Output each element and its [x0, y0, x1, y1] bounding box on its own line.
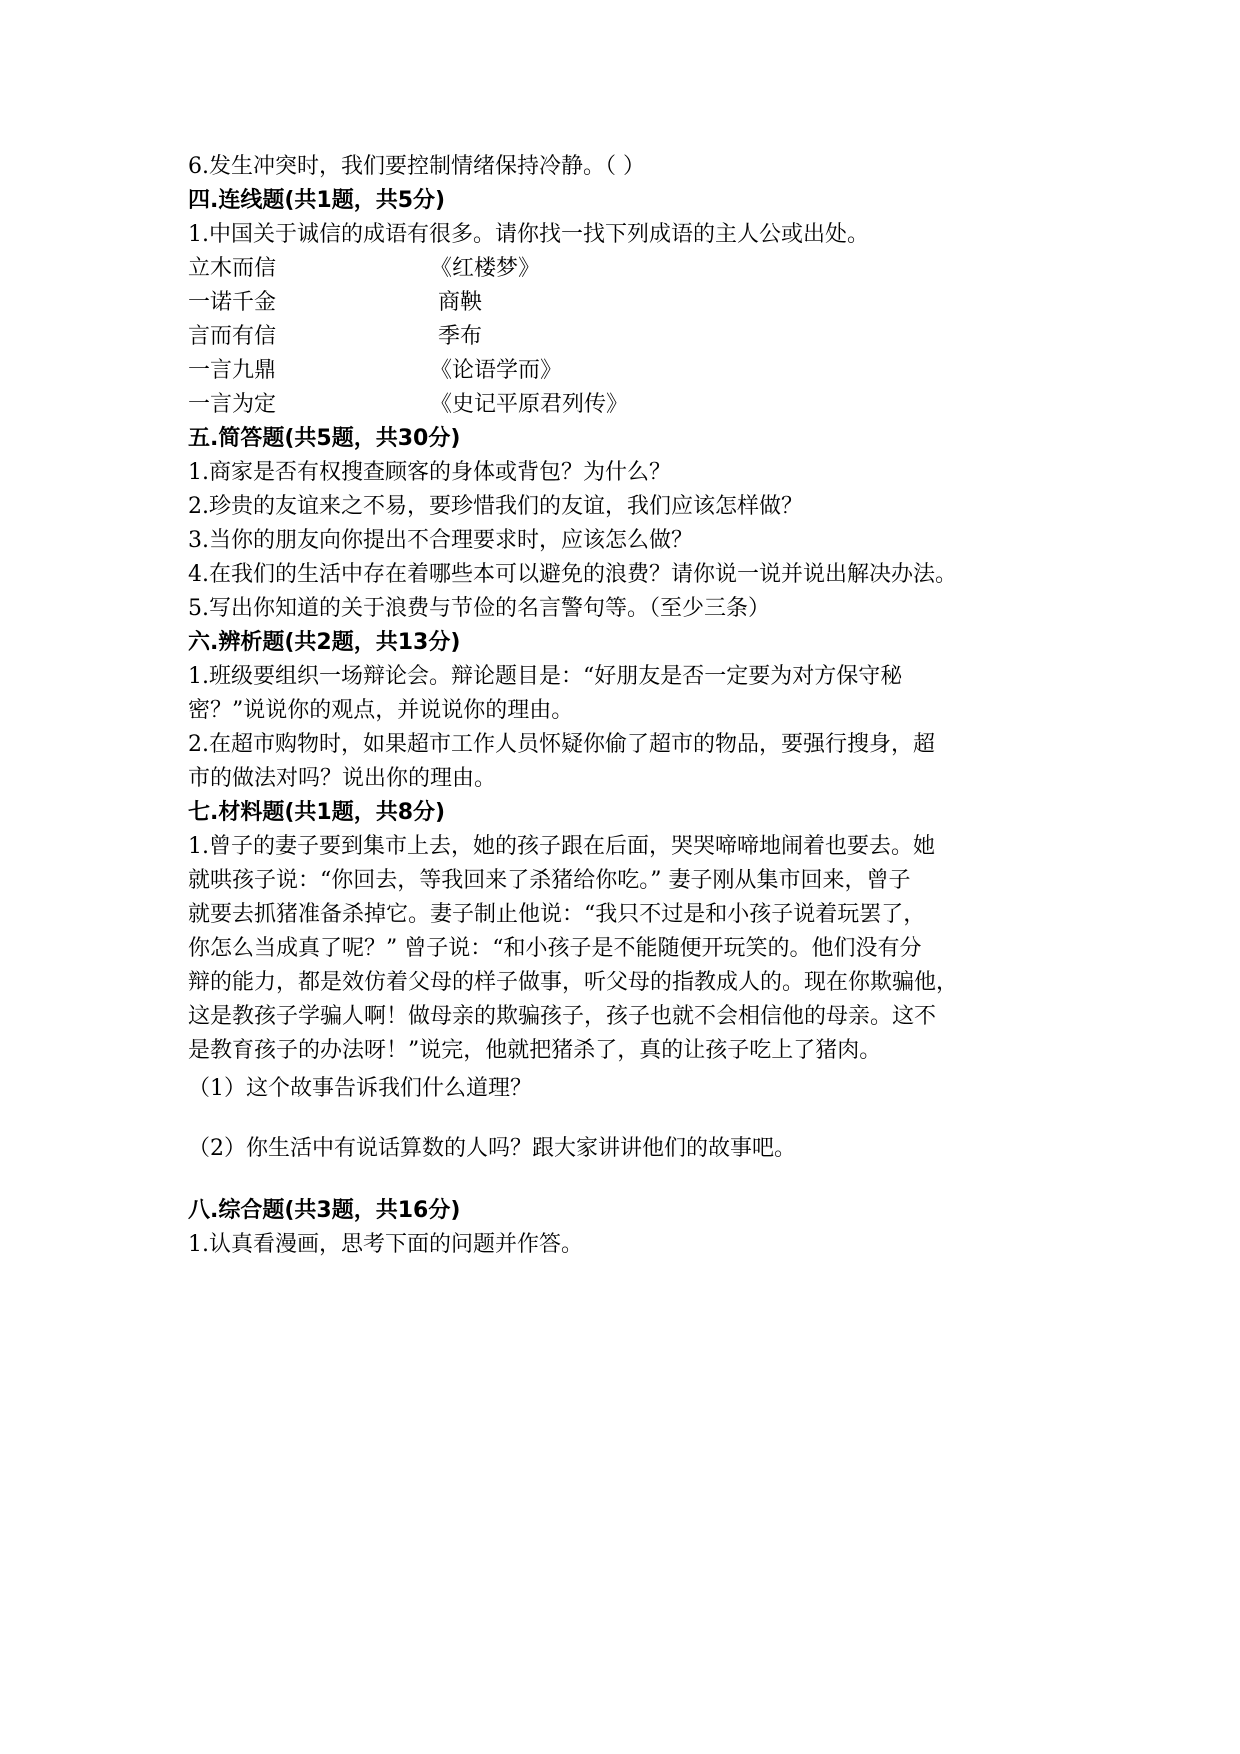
source-5: 《史记平原君列传》: [430, 392, 629, 417]
section-4-heading: 四.连线题(共1题，共5分): [188, 188, 446, 213]
section-6-line-1: 1.班级要组织一场辩论会。辩论题目是：“好朋友是否一定要为对方保守秘: [188, 664, 903, 689]
section-5-question-4: 4.在我们的生活中存在着哪些本可以避免的浪费？请你说一说并说出解决办法。: [188, 562, 957, 587]
idiom-4: 一言九鼎: [188, 358, 277, 383]
section-5-question-2: 2.珍贵的友谊来之不易，要珍惜我们的友谊，我们应该怎样做？: [188, 494, 803, 519]
section-6-line-2: 密？”说说你的观点，并说说你的理由。: [188, 698, 574, 723]
source-4: 《论语学而》: [430, 358, 563, 383]
section-7-line-4: 你怎么当成真了呢？” 曾子说：“和小孩子是不能随便开玩笑的。他们没有分: [188, 936, 922, 961]
section-6-line-4: 市的做法对吗？说出你的理由。: [188, 766, 497, 791]
section-7-line-2: 就哄孩子说：“你回去，等我回来了杀猪给你吃。” 妻子刚从集市回来，曾子: [188, 868, 911, 893]
section-5-heading: 五.简答题(共5题，共30分): [188, 426, 461, 451]
source-2: 商鞅: [438, 290, 483, 315]
idiom-3: 言而有信: [188, 324, 277, 349]
section-7-line-3: 就要去抓猪准备杀掉它。妻子制止他说：“我只不过是和小孩子说着玩罢了，: [188, 902, 926, 927]
section-7-line-1: 1.曾子的妻子要到集市上去，她的孩子跟在后面，哭哭啼啼地闹着也要去。她: [188, 834, 935, 859]
section-4-question-1: 1.中国关于诚信的成语有很多。请你找一找下列成语的主人公或出处。: [188, 222, 869, 247]
section-7-line-5: 辩的能力，都是效仿着父母的样子做事，听父母的指教成人的。现在你欺骗他，: [188, 970, 959, 995]
idiom-1: 立木而信: [188, 256, 277, 281]
section-7-line-6: 这是教孩子学骗人啊！做母亲的欺骗孩子，孩子也就不会相信他的母亲。这不: [188, 1004, 937, 1029]
section-8-heading: 八.综合题(共3题，共16分): [188, 1198, 461, 1223]
section-8-question-1: 1.认真看漫画，思考下面的问题并作答。: [188, 1232, 583, 1257]
section-7-subquestion-2: （2）你生活中有说话算数的人吗？跟大家讲讲他们的故事吧。: [188, 1136, 796, 1161]
question-6-true-false: 6.发生冲突时，我们要控制情绪保持冷静。（ ）: [188, 154, 645, 179]
idiom-2: 一诺千金: [188, 290, 277, 315]
section-5-question-3: 3.当你的朋友向你提出不合理要求时，应该怎么做？: [188, 528, 693, 553]
section-7-subquestion-1: （1）这个故事告诉我们什么道理？: [188, 1076, 532, 1101]
idiom-5: 一言为定: [188, 392, 277, 417]
section-5-question-5: 5.写出你知道的关于浪费与节俭的名言警句等。（至少三条）: [188, 596, 770, 621]
section-5-question-1: 1.商家是否有权搜查顾客的身体或背包？为什么？: [188, 460, 671, 485]
source-1: 《红楼梦》: [430, 256, 541, 281]
section-7-line-7: 是教育孩子的办法呀！”说完，他就把猪杀了，真的让孩子吃上了猪肉。: [188, 1038, 882, 1063]
section-6-line-3: 2.在超市购物时，如果超市工作人员怀疑你偷了超市的物品，要强行搜身，超: [188, 732, 935, 757]
section-6-heading: 六.辨析题(共2题，共13分): [188, 630, 461, 655]
source-3: 季布: [438, 324, 483, 349]
section-7-heading: 七.材料题(共1题，共8分): [188, 800, 446, 825]
